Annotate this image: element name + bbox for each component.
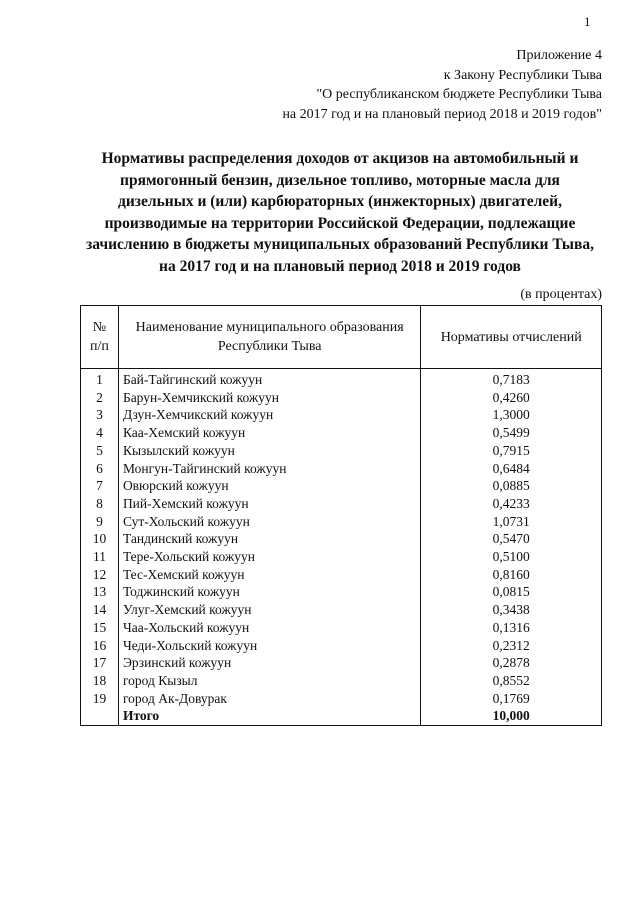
row-number: 5: [81, 442, 119, 460]
table-row: [81, 566, 602, 584]
row-number: 3: [81, 406, 119, 424]
municipality-name: Пий-Хемский кожуун: [118, 495, 420, 513]
table-row: [81, 513, 602, 531]
row-number: 16: [81, 637, 119, 655]
row-number: 8: [81, 495, 119, 513]
row-number: 9: [81, 513, 119, 531]
table-row: [81, 530, 602, 548]
municipality-name: Кызылский кожуун: [118, 442, 420, 460]
row-number: 1: [81, 369, 119, 389]
table-row: [81, 601, 602, 619]
row-number: 17: [81, 654, 119, 672]
norm-value: 0,4233: [421, 495, 602, 513]
table-row: [81, 477, 602, 495]
norm-value: 0,2878: [421, 654, 602, 672]
appendix-line: "О республиканском бюджете Республики Тыва: [316, 87, 602, 102]
column-header-norm: Нормативы отчислений: [421, 306, 602, 369]
appendix-line: к Закону Республики Тыва: [443, 67, 602, 83]
norm-value: 0,5499: [421, 424, 602, 442]
municipality-name: Сут-Хольский кожуун: [118, 513, 420, 531]
row-number: 4: [81, 424, 119, 442]
norm-value: 0,1769: [421, 690, 602, 708]
norms-table: [80, 305, 602, 726]
row-number: 10: [81, 530, 119, 548]
norm-value: 0,4260: [421, 389, 602, 407]
table-row: [81, 654, 602, 672]
norm-value: 0,1316: [421, 619, 602, 637]
table-row: [81, 672, 602, 690]
table-row: [81, 389, 602, 407]
appendix-line: Приложение 4: [516, 48, 602, 63]
norm-value: 0,0815: [421, 583, 602, 601]
unit-note: (в процентах): [520, 287, 602, 302]
title-line: дизельных и (или) карбюраторных (инжекторных) двигателей,: [118, 193, 562, 210]
column-header-text: п/п: [90, 339, 109, 354]
municipality-name: Чеди-Хольский кожуун: [118, 637, 420, 655]
row-number: 11: [81, 548, 119, 566]
title-line: прямогонный бензин, дизельное топливо, моторные масла для: [120, 171, 560, 189]
norm-value: 1,3000: [421, 406, 602, 424]
row-number: 13: [81, 583, 119, 601]
municipality-name: Бай-Тайгинский кожуун: [118, 369, 420, 389]
norm-value: 0,7183: [421, 369, 602, 389]
municipality-name: Улуг-Хемский кожуун: [118, 601, 420, 619]
appendix-line: на 2017 год и на плановый период 2018 и 2019 годов": [282, 106, 602, 122]
norm-value: 0,5100: [421, 548, 602, 566]
title-line: Нормативы распределения доходов от акцизов на автомобильный и: [101, 150, 579, 167]
norm-value: 0,2312: [421, 637, 602, 655]
document-title: [60, 148, 620, 277]
row-number: 2: [81, 389, 119, 407]
column-header-municipality: [118, 306, 420, 369]
title-line: производимые на территории Российской Федерации, подлежащие: [104, 214, 576, 232]
municipality-name: город Кызыл: [118, 672, 420, 690]
row-number-empty: [81, 707, 119, 725]
norm-value: 0,7915: [421, 442, 602, 460]
page-number: 1: [584, 14, 591, 29]
table-row: [81, 369, 602, 389]
norm-value: 0,0885: [421, 477, 602, 495]
municipality-name: Овюрский кожуун: [118, 477, 420, 495]
row-number: 12: [81, 566, 119, 584]
total-row: [81, 707, 602, 725]
municipality-name: город Ак-Довурак: [118, 690, 420, 708]
norm-value: 0,6484: [421, 460, 602, 478]
municipality-name: Каа-Хемский кожуун: [118, 424, 420, 442]
municipality-name: Тере-Хольский кожуун: [118, 548, 420, 566]
norm-value: 0,8552: [421, 672, 602, 690]
municipality-name: Тес-Хемский кожуун: [118, 566, 420, 584]
column-header-text: Наименование муниципального образования: [135, 320, 404, 335]
row-number: 15: [81, 619, 119, 637]
title-line: зачислению в бюджеты муниципальных образований Республики Тыва,: [85, 236, 594, 253]
row-number: 6: [81, 460, 119, 478]
row-number: 19: [81, 690, 119, 708]
municipality-name: Тандинский кожуун: [118, 530, 420, 548]
municipality-name: Барун-Хемчикский кожуун: [118, 389, 420, 407]
table-row: [81, 619, 602, 637]
total-label: Итого: [118, 707, 420, 725]
municipality-name: Тоджинский кожуун: [118, 583, 420, 601]
table-row: [81, 548, 602, 566]
column-header-text: №: [92, 320, 107, 335]
table-row: [81, 442, 602, 460]
municipality-name: Монгун-Тайгинский кожуун: [118, 460, 420, 478]
table-row: [81, 460, 602, 478]
row-number: 18: [81, 672, 119, 690]
title-line: на 2017 год и на плановый период 2018 и 2019 годов: [159, 257, 521, 275]
appendix-reference: [282, 46, 602, 124]
norm-value: 0,8160: [421, 566, 602, 584]
table-row: [81, 690, 602, 708]
row-number: 14: [81, 601, 119, 619]
column-header-number: [81, 306, 119, 369]
norm-value: 1,0731: [421, 513, 602, 531]
table-header-row: [81, 306, 602, 369]
norm-value: 0,3438: [421, 601, 602, 619]
table-row: [81, 583, 602, 601]
table-row: [81, 637, 602, 655]
table-row: [81, 424, 602, 442]
table-row: [81, 406, 602, 424]
norm-value: 0,5470: [421, 530, 602, 548]
municipality-name: Дзун-Хемчикский кожуун: [118, 406, 420, 424]
municipality-name: Эрзинский кожуун: [118, 654, 420, 672]
table-row: [81, 495, 602, 513]
column-header-text: Республики Тыва: [217, 339, 322, 354]
row-number: 7: [81, 477, 119, 495]
total-value: 10,000: [421, 707, 602, 725]
municipality-name: Чаа-Хольский кожуун: [118, 619, 420, 637]
